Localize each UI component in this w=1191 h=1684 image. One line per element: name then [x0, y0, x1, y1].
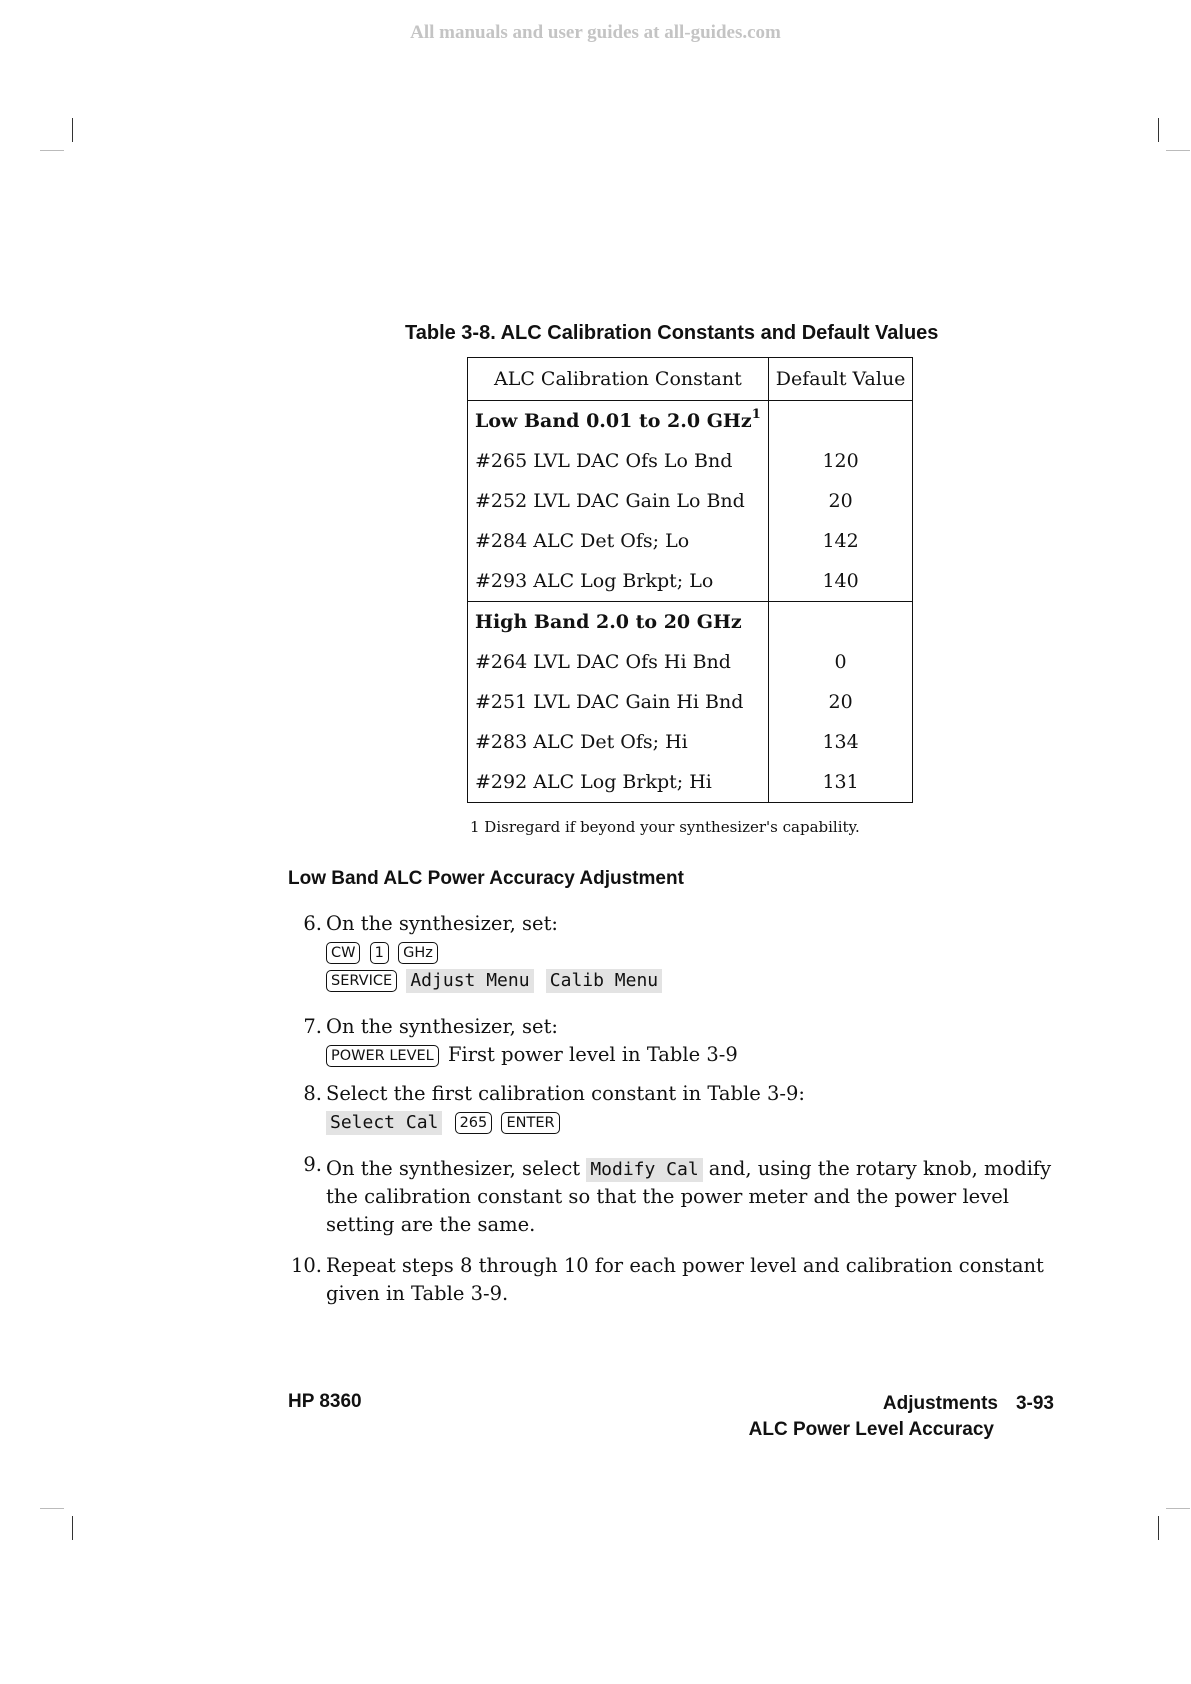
adjust-menu-softkey[interactable]: Adjust Menu [406, 969, 533, 993]
value-cell: 140 [768, 561, 913, 602]
step-number: 6. [303, 912, 322, 935]
value-cell: 134 [768, 722, 913, 762]
step-text: and, using the rotary knob, modify [708, 1157, 1052, 1180]
enter-key[interactable]: ENTER [501, 1112, 559, 1134]
calib-menu-softkey[interactable]: Calib Menu [546, 969, 662, 993]
low-band-group-row [468, 401, 913, 442]
footer-section: Adjustments [882, 1393, 998, 1414]
high-band-label: High Band 2.0 to 20 GHz [468, 602, 769, 643]
power-level-key[interactable]: POWER LEVEL [326, 1045, 439, 1067]
step-text: On the synthesizer, select [326, 1157, 581, 1180]
high-band-group-row [468, 602, 913, 643]
table-title: Table 3-8. ALC Calibration Constants and Default Values [405, 322, 939, 344]
constant-cell: #283 ALC Det Ofs; Hi [468, 722, 769, 762]
value-cell: 20 [768, 481, 913, 521]
step-text: On the synthesizer, set: [326, 912, 558, 935]
step-text: Select the first calibration constant in Table 3-9: [326, 1082, 805, 1105]
value-265-key[interactable]: 265 [455, 1112, 493, 1134]
select-cal-softkey[interactable]: Select Cal [326, 1111, 442, 1135]
crop-mark [1158, 118, 1159, 142]
service-key[interactable]: SERVICE [326, 970, 397, 992]
value-cell: 0 [768, 642, 913, 682]
step-text: Repeat steps 8 through 10 for each power level and calibration constant [326, 1254, 1044, 1277]
table-header-row [468, 358, 913, 401]
constant-cell: #264 LVL DAC Ofs Hi Bnd [468, 642, 769, 682]
footer-model: HP 8360 [288, 1391, 362, 1412]
table-row [468, 682, 913, 722]
watermark: All manuals and user guides at all-guides.com [410, 22, 781, 43]
table-row [468, 561, 913, 602]
ghz-key[interactable]: GHz [398, 942, 438, 964]
step-text: First power level in Table 3-9 [447, 1043, 738, 1066]
step-text: On the synthesizer, set: [326, 1015, 558, 1038]
constant-cell: #284 ALC Det Ofs; Lo [468, 521, 769, 561]
low-band-label-text: Low Band 0.01 to 2.0 GHz [475, 410, 752, 432]
step-text: given in Table 3-9. [326, 1282, 509, 1305]
crop-mark [1166, 150, 1190, 151]
table-row [468, 762, 913, 803]
page-number: 3-93 [1015, 1393, 1054, 1414]
table-row [468, 441, 913, 481]
crop-mark [40, 150, 64, 151]
step-number: 7. [303, 1015, 322, 1038]
footer-right [690, 1391, 1054, 1443]
calibration-table [467, 357, 913, 803]
crop-mark [40, 1508, 64, 1509]
crop-mark [1166, 1508, 1190, 1509]
column-header-constant: ALC Calibration Constant [468, 358, 769, 401]
constant-cell: #293 ALC Log Brkpt; Lo [468, 561, 769, 602]
table-row [468, 642, 913, 682]
constant-cell: #292 ALC Log Brkpt; Hi [468, 762, 769, 803]
section-heading: Low Band ALC Power Accuracy Adjustment [288, 868, 684, 889]
crop-mark [72, 1516, 73, 1540]
step-number: 10. [290, 1254, 322, 1277]
step-number: 8. [303, 1082, 322, 1105]
crop-mark [1158, 1516, 1159, 1540]
table-row [468, 521, 913, 561]
table-footnote: 1 Disregard if beyond your synthesizer's capability. [470, 818, 860, 836]
table-row [468, 722, 913, 762]
column-header-default-value: Default Value [768, 358, 913, 401]
step-number: 9. [303, 1153, 322, 1176]
value-cell: 20 [768, 682, 913, 722]
footer-subsection: ALC Power Level Accuracy [748, 1419, 994, 1440]
value-cell: 120 [768, 441, 913, 481]
cw-key[interactable]: CW [326, 942, 360, 964]
value-cell: 131 [768, 762, 913, 803]
step-text: setting are the same. [326, 1213, 536, 1236]
constant-cell: #265 LVL DAC Ofs Lo Bnd [468, 441, 769, 481]
digit-1-key[interactable]: 1 [370, 942, 389, 964]
step-text: the calibration constant so that the power meter and the power level [326, 1185, 1010, 1208]
value-cell: 142 [768, 521, 913, 561]
crop-mark [72, 118, 73, 142]
low-band-label [468, 401, 769, 442]
footnote-mark: 1 [751, 407, 761, 422]
modify-cal-softkey[interactable]: Modify Cal [586, 1158, 702, 1182]
constant-cell: #251 LVL DAC Gain Hi Bnd [468, 682, 769, 722]
table-row [468, 481, 913, 521]
constant-cell: #252 LVL DAC Gain Lo Bnd [468, 481, 769, 521]
